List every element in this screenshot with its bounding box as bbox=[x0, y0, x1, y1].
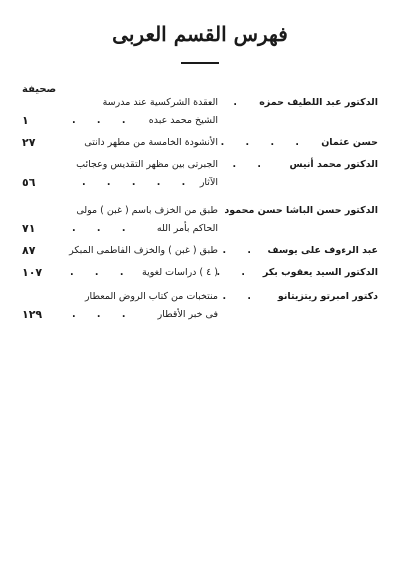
dot-leader: . . bbox=[232, 159, 270, 170]
toc-entry bbox=[22, 242, 378, 260]
title-underline bbox=[181, 62, 219, 64]
entry-title-line: الحاكم بأمر الله bbox=[156, 223, 218, 234]
dot-leader: . . . bbox=[72, 309, 135, 320]
toc-entry bbox=[22, 156, 378, 192]
dot-leader: . . bbox=[216, 267, 254, 278]
entry-title-line: طبق من الخزف باسم ( غبن ) مولى bbox=[76, 205, 218, 216]
toc-entry bbox=[22, 94, 378, 130]
entry-author: عبد الرءوف على يوسف bbox=[267, 245, 378, 256]
toc-entry bbox=[22, 288, 378, 324]
dot-leader: . . . . . bbox=[82, 177, 195, 188]
entry-author: حسن عثمان bbox=[321, 137, 378, 148]
entry-page-number: ٢٧ bbox=[22, 136, 36, 149]
entry-page-number: ١٠٧ bbox=[22, 266, 43, 279]
dot-leader: . . bbox=[222, 245, 260, 256]
entry-title-line: العقدة الشركسية عند مدرسة bbox=[102, 97, 218, 108]
entry-author: دكتور امبرتو ريتزيتانو bbox=[277, 291, 378, 302]
entry-title-line: الأنشودة الخامسة من مطهر دانتى bbox=[84, 137, 218, 148]
entry-title-line: الجبرتى بين مظهر التقديس وعجائب bbox=[76, 159, 218, 170]
dot-leader: . . . bbox=[70, 267, 133, 278]
entry-title-line: فى خبر الأقطار bbox=[157, 309, 218, 320]
entry-author: الدكتور محمد أنيس bbox=[289, 159, 378, 170]
dot-leader: . . . . . bbox=[195, 137, 308, 148]
entry-title-line: الشيخ محمد عبده bbox=[148, 115, 218, 126]
toc-entry bbox=[22, 264, 378, 282]
entry-title-line: ( ٤ ) دراسات لغوية bbox=[142, 267, 218, 278]
entry-author: الدكتور حسن الباشا حسن محمود bbox=[224, 205, 378, 216]
dot-leader: . . . bbox=[72, 223, 135, 234]
entry-page-number: ٧١ bbox=[22, 222, 36, 235]
entry-page-number: ١ bbox=[22, 114, 29, 127]
dot-leader: . . bbox=[208, 97, 246, 108]
page-title: فهرس القسم العربى bbox=[112, 22, 288, 46]
dot-leader: . . . bbox=[72, 115, 135, 126]
entry-title-line: الآثار bbox=[199, 177, 218, 188]
toc-entry bbox=[22, 202, 378, 238]
entry-author: الدكتور عبد اللطيف حمزه bbox=[259, 97, 378, 108]
toc-entry bbox=[22, 134, 378, 152]
entry-title-line: منتخبات من كتاب الروض المعطار bbox=[84, 291, 218, 302]
dot-leader: . . bbox=[222, 291, 260, 302]
entry-page-number: ١٢٩ bbox=[22, 308, 43, 321]
page-column-header: صحيفة bbox=[22, 84, 57, 95]
entry-title-line: طبق ( غبن ) والخزف الفاطمى المبكر bbox=[69, 245, 218, 256]
entry-page-number: ٨٧ bbox=[22, 244, 36, 257]
entry-page-number: ٥٦ bbox=[22, 176, 36, 189]
entry-author: الدكتور السيد يعقوب بكر bbox=[262, 267, 378, 278]
